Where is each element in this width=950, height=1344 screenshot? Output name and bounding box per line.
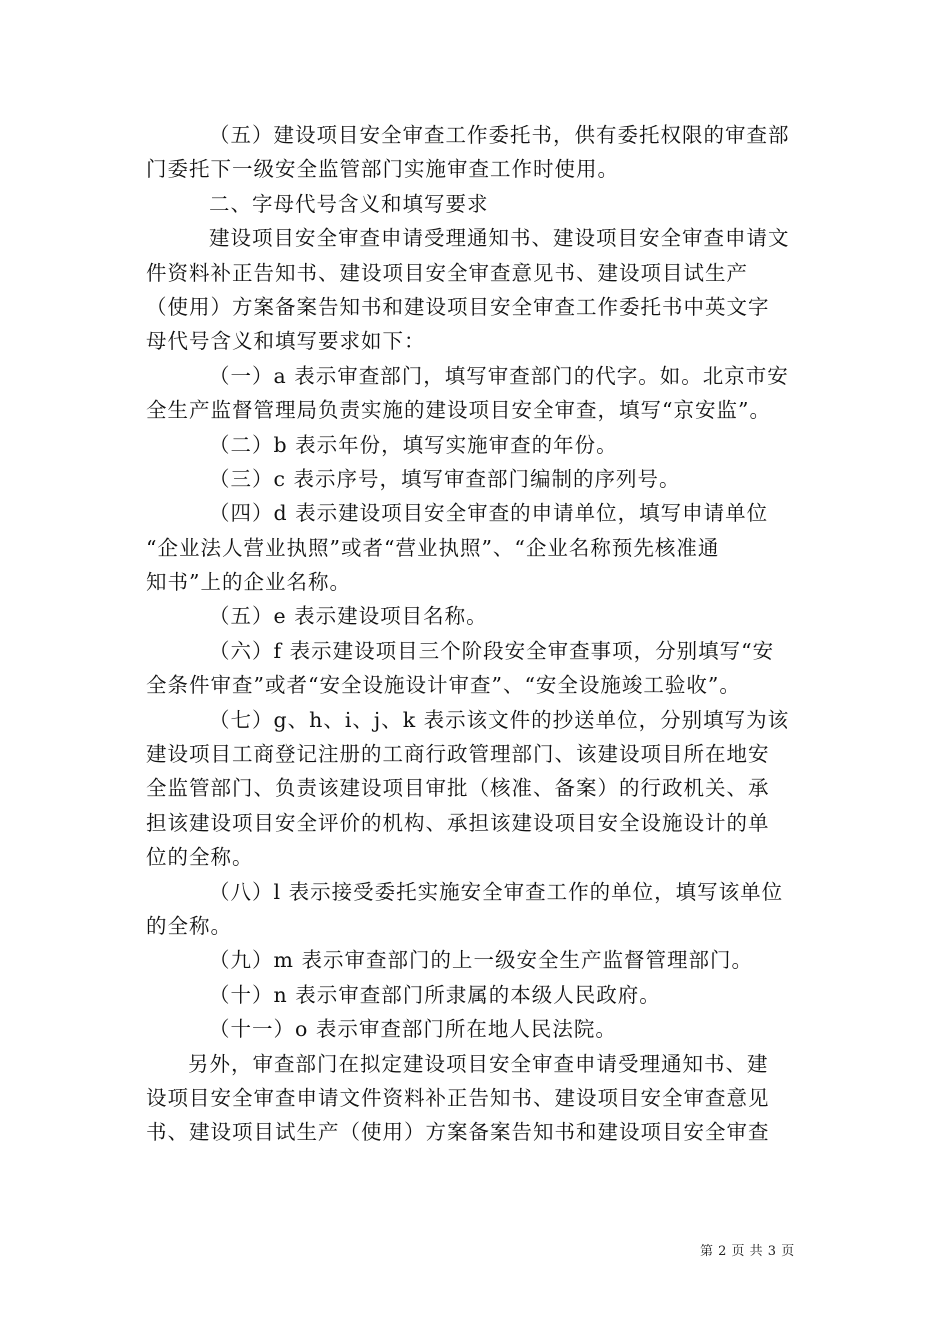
text-line: 担该建设项目安全评价的机构、承担该建设项目安全设施设计的单 bbox=[146, 810, 770, 835]
text-line: 母代号含义和填写要求如下： bbox=[146, 329, 426, 354]
text-line: （二）b 表示年份，填写实施审查的年份。 bbox=[209, 432, 618, 457]
text-line: （三）c 表示序号，填写审查部门编制的序列号。 bbox=[209, 466, 681, 491]
text-line: 建设项目工商登记注册的工商行政管理部门、该建设项目所在地安 bbox=[146, 742, 770, 767]
text-line: （使用）方案备案告知书和建设项目安全审查工作委托书中英文字 bbox=[146, 294, 770, 319]
text-line: 另外，审查部门在拟定建设项目安全审查申请受理通知书、建 bbox=[188, 1051, 769, 1076]
text-line: 知书”上的企业名称。 bbox=[146, 570, 351, 595]
text-line: 的全称。 bbox=[146, 913, 232, 938]
text-line: 全条件审查”或者“安全设施设计审查”、“安全设施竣工验收”。 bbox=[146, 673, 741, 698]
text-line: （五）建设项目安全审查工作委托书，供有委托权限的审查部 bbox=[209, 123, 790, 147]
text-line: 建设项目安全审查申请受理通知书、建设项目安全审查申请文 bbox=[209, 226, 790, 251]
document-body bbox=[146, 118, 806, 1150]
text-line: （五）e 表示建设项目名称。 bbox=[209, 604, 488, 629]
text-line: 位的全称。 bbox=[146, 845, 254, 870]
text-line: 门委托下一级安全监管部门实施审查工作时使用。 bbox=[146, 157, 619, 182]
text-line: （十）n 表示审查部门所隶属的本级人民政府。 bbox=[209, 982, 661, 1007]
page-number: 第 2 页 共 3 页 bbox=[700, 1244, 795, 1259]
text-line: 全生产监督管理局负责实施的建设项目安全审查，填写“京安监”。 bbox=[146, 398, 771, 423]
text-line: （十一）o 表示审查部门所在地人民法院。 bbox=[209, 1017, 617, 1042]
text-line: （八）l 表示接受委托实施安全审查工作的单位，填写该单位 bbox=[209, 879, 784, 904]
text-line: 全监管部门、负责该建设项目审批（核准、备案）的行政机关、承 bbox=[146, 776, 770, 801]
text-line: “企业法人营业执照”或者“营业执照”、“企业名称预先核准通 bbox=[146, 535, 720, 560]
text-line: 书、建设项目试生产（使用）方案备案告知书和建设项目安全审查 bbox=[146, 1120, 770, 1145]
text-line: 设项目安全审查申请文件资料补正告知书、建设项目安全审查意见 bbox=[146, 1085, 770, 1110]
text-line: （一）a 表示审查部门，填写审查部门的代字。如。北京市安 bbox=[209, 363, 789, 388]
text-line: （七）g、h、i、j、k 表示该文件的抄送单位，分别填写为该 bbox=[209, 707, 790, 732]
text-line: （九）m 表示审查部门的上一级安全生产监督管理部门。 bbox=[209, 948, 753, 973]
text-line: 二、字母代号含义和填写要求 bbox=[209, 191, 489, 216]
text-line: （四）d 表示建设项目安全审查的申请单位，填写申请单位 bbox=[209, 501, 769, 526]
text-line: （六）f 表示建设项目三个阶段安全审查事项，分别填写“安 bbox=[209, 638, 775, 663]
text-line: 件资料补正告知书、建设项目安全审查意见书、建设项目试生产 bbox=[146, 260, 748, 285]
